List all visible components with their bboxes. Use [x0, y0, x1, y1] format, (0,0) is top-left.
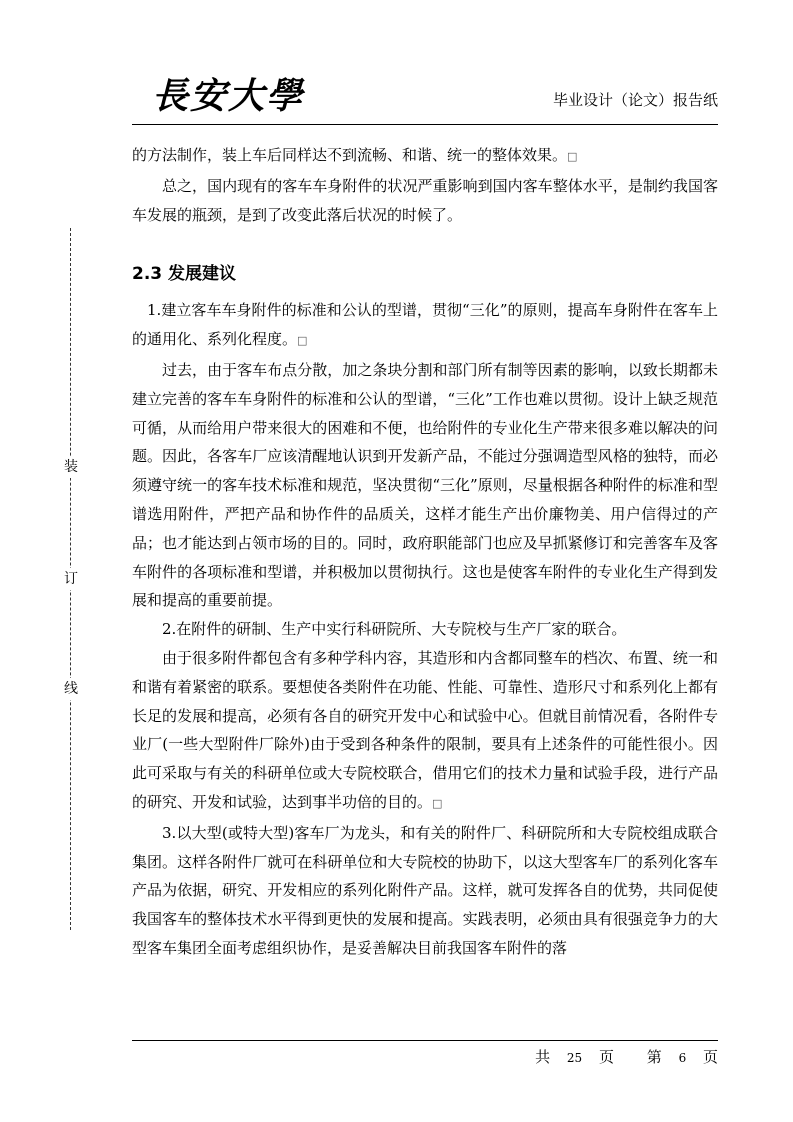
binding-char-zhuang: 装 — [60, 456, 82, 478]
paragraph: 过去，由于客车布点分散，加之条块分割和部门所有制等因素的影响，以致长期都未建立完善的客车车身附件的标准和公认的型谱，“三化”工作也难以贯彻。设计上缺乏规范可循，从而给用户带来很大的困难和不便，也给附件的专业化生产带来很多难以解决的问题。因此，各客车厂应该清醒地认识到开发新产品，不能过分强调造型风格的独特，而必须遵守统一的客车技术标准和规范，坚决贯彻“三化”原则，尽量根据各种附件的标准和型谱选用附件，严把产品和协作件的品质关，这样才能生产出价廉物美、用户信得过的产品；也才能达到占领市场的目的。同时，政府职能部门也应及早抓紧修订和完善客车及客车附件的各项标准和型谱，并积极加以贯彻执行。这也是使客车附件的专业化生产得到发展和提高的重要前提。 — [132, 360, 718, 610]
list-item — [132, 296, 718, 356]
footer-total-label: 共 — [535, 1048, 551, 1066]
page-body — [132, 141, 718, 963]
footer-rule — [132, 1040, 718, 1041]
paragraph — [132, 644, 718, 819]
section-heading: 2.3 发展建议 — [132, 264, 237, 285]
paragraph-text: 由于很多附件都包含有多种学科内容，其造形和内含都同整车的档次、布置、统一和和谐有着紧密的联系。要想使各类附件在功能、性能、可靠性、造形尺寸和系列化上都有长足的发展和提高，必须有各自的研究开发中心和试验中心。但就目前情况看，各附件专业厂(一些大型附件厂除外)由于受到各种条件的限制，要具有上述条件的可能性很小。因此可采取与有关的科研单位或大专院校联合，借用它们的技术力量和试验手段，进行产品的研究、开发和试验，达到事半功倍的目的。 — [132, 648, 718, 811]
footer-page-unit: 页 — [598, 1048, 614, 1066]
page-footer — [535, 1046, 718, 1069]
total-pages: 25 — [566, 1051, 583, 1065]
binding-char-ding: 订 — [60, 568, 82, 590]
footer-ordinal-label: 第 — [646, 1048, 662, 1066]
paragraph: 总之，国内现有的客车车身附件的状况严重影响到国内客车整体水平，是制约我国客车发展的瓶颈，是到了改变此落后状况的时候了。 — [132, 176, 718, 224]
paragraph-text: 的方法制作，装上车后同样达不到流畅、和谐、统一的整体效果。 — [132, 146, 568, 164]
paragraph-mark: □ — [567, 150, 578, 163]
list-item: 3.以大型(或特大型)客车厂为龙头，和有关的附件厂、科研院所和大专院校组成联合集团。这样各附件厂就可在科研单位和大专院校的协助下，以这大型客车厂的系列化客车产品为依据，研究、开发相应的系列化附件产品。这样，就可发挥各自的优势，共同促使我国客车的整体技术水平得到更快的发展和提高。实践表明，必须由具有很强竞争力的大型客车集团全面考虑组织协作，是妥善解决目前我国客车附件的落 — [132, 823, 718, 957]
header-rule — [132, 124, 718, 125]
list-item-text: 1.建立客车车身附件的标准和公认的型谱，贯彻“三化”的原则，提高车身附件在客车上的通用化、系列化程度。 — [132, 301, 718, 349]
paragraph — [132, 141, 718, 172]
university-logo: 長安大學 — [152, 75, 305, 117]
footer-page-unit2: 页 — [702, 1048, 718, 1066]
binding-char-xian: 线 — [60, 678, 82, 700]
current-page: 6 — [678, 1051, 687, 1065]
paragraph-mark: □ — [432, 796, 443, 810]
header-title: 毕业设计（论文）报告纸 — [552, 91, 718, 109]
list-item: 2.在附件的研制、生产中实行科研院所、大专院校与生产厂家的联合。 — [162, 620, 627, 639]
paragraph-mark: □ — [297, 334, 308, 348]
